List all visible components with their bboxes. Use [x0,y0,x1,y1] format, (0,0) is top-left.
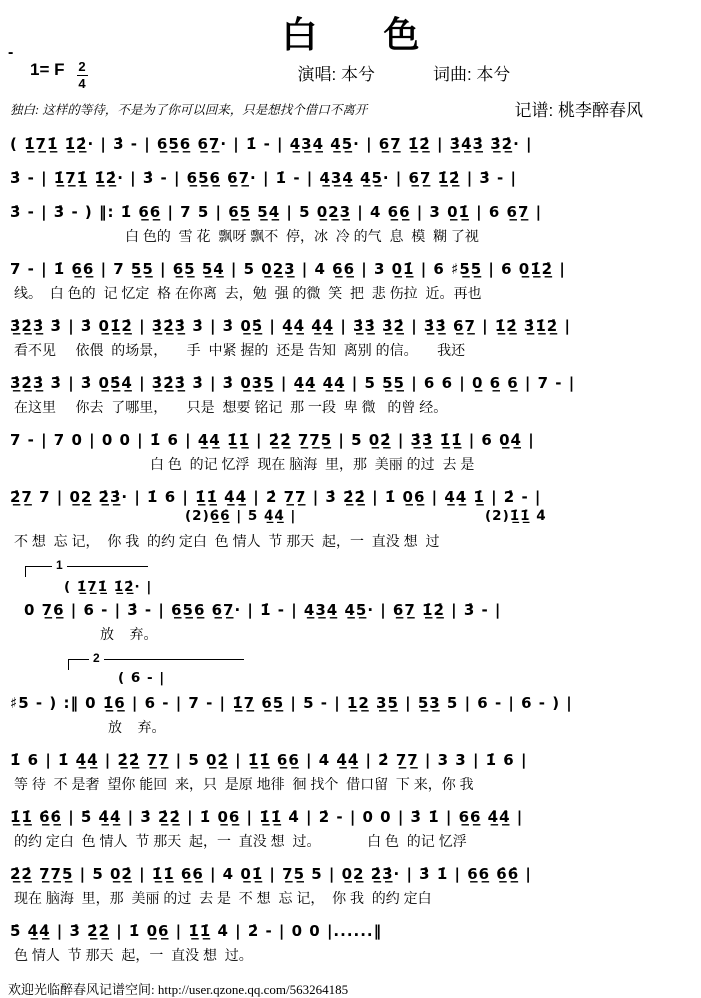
notation-line: 5̇ 4̲̇4̲̇ | 3̇ 2̲̇2̲̇ | 1̇ 0̲6̲ | 1̲̇1̲̇ 4̇ | 2̇ - | 0 0 |......‖ [10,922,383,940]
notation-line: 1̲̇1̲̇ 6̲̇6̲̇ | 5̇ 4̲̇4̲̇ | 3̇ 2̲̇2̲̇ | 1̇ 0̲6̲ | 1̲̇1̲̇ 4̇ | 2̇ - | 0 0 | 3̇ 1̇ | 6̲6̲ 4̲̇4̲̇ | [10,808,524,826]
lyrics-line: 等 待 不 是奢 望你 能回 来，只 是原 地徘 徊 找个 借口留 下 来，你 我 [14,776,474,792]
notation-line: 3̲̇2̲̇3̲̇ 3̇ | 3̇ 0̲5̲̇4̲̇ | 3̲̇2̲̇3̲̇ 3̇ | 3̇ 0̲3̲5̲ | 4̲4̲ 4̲4̲ | 5 5̲5̲ | 6 6 | 0̲ 6̲ 6̲ | 7 - | [10,374,576,392]
music-system [0,258,701,303]
time-signature [77,60,88,90]
notation-line: 2̲̇7̲ 7 | 0̲2̲ 2̲̇3̲̇· | 1̇ 6 | 1̲̇1̲̇ 4̲̇4̲̇ | 2̇ 7̲7̲ | 3̇ 2̲̇2̲̇ | 1̇ 0̲6̲ | 4̲4̲ 1̲̇ | 2̇ - | [10,488,542,506]
time-signature-bottom: 4 [78,76,86,91]
notation-line: 3̇ - | 1̲̇7̲1̲̇ 1̲̇2̲̇· | 3̇ - | 6̲5̲6̲ 6̲7̲· | 1̇ - | 4̲3̲4̲ 4̲5̲· | 6̲7̲ 1̲̇2̲̇ | 3̇ - | [10,169,517,187]
second-voice-fragment: (2)1̲̇1̲̇ 4̇ [485,508,547,524]
music-system [0,863,701,908]
music-system [0,920,701,965]
music-system [0,806,701,851]
lyrics-line: 放 弃。 [108,719,166,735]
volta-2-bracket [68,651,244,670]
music-system [0,372,701,417]
volta-row [0,558,701,599]
lyrics-line: 现在 脑海 里，那 美丽 的过 去 是 不 想 忘 记， 你 我 的约 定白 [14,890,432,906]
music-system [0,167,701,189]
notation-line: 3̇ - | 3̇ - ) ‖: 1̇ 6̲6̲ | 7 5 | 6̲5̲ 5̲4̲ | 5 0̲2̲3̲ | 4 6̲6̲ | 3 0̲1̲̇ | 6 6̲7̲ | [10,203,543,221]
lyrics-line: 线。 白 色的 记 忆定 格 在你离 去，勉 强 的微 笑 把 悲 伤拉 近。再也 [14,285,482,301]
music-system [0,486,701,551]
music-system [0,133,701,155]
lyrics-line: 白 色 的记 忆浮 现在 脑海 里，那 美丽 的过 去 是 [150,456,475,472]
second-voice-fragment: (2)6̲̇6̲̇ | 5 4̲̇4̲̇ | [185,508,297,524]
lyrics-line: 放 弃。 [100,626,158,642]
notation-line: 7 - | 7 0 | 0 0 | 1̇ 6 | 4̲4̲ 1̲̇1̲̇ | 2̲̇2̲̇ 7̲7̲5̲ | 5 0̲2̲̇ | 3̲̇3̲̇ 1̲̇1̲̇ | 6 0̲4̲̇ | [10,431,535,449]
music-system [0,429,701,474]
music-system [0,558,701,644]
music-system [0,201,701,246]
lyrics-line: 在这里 你去 了哪里， 只是 想要 铭记 那 一段 卑 微 的曾 经。 [14,399,448,415]
lyrics-line: 不 想 忘 记， 你 我 的约 定白 色 情人 节 那天 起，一 直没 想 过 [14,533,440,549]
insert-phrase: ( 6 - | [118,670,166,686]
pickup-phrase: ( 1̲̇7̲1̲̇ 1̲̇2̲̇· | [64,579,153,595]
music-system [0,315,701,360]
notator-credit: 记谱: 桃李醉春风 [514,101,643,120]
notation-line: 2̲̇2̲̇ 7̲7̲5̲ | 5 0̲2̲̇ | 1̲̇1̲̇ 6̲6̲ | 4 0̲1̲̇ | 7̲5̲ 5 | 0̲2̲ 2̲̇3̲̇· | 3̇ 1̇ | 6̲6̲ 6̲̇6̲̇ | [10,865,532,883]
music-system [0,651,701,737]
notation-line: ( 1̲̇7̲1̲̇ 1̲̇2̲̇· | 3̇ - | 6̲5̲6̲ 6̲7̲· | 1̇ - | 4̲3̲4̲ 4̲5̲· | 6̲7̲ 1̲̇2̲̇ | 3̲̇4̲̇3̲̇ 3̲̇2̲̇· | [10,135,533,153]
footer-url-text: 欢迎光临醉春风记谱空间: http://user.qzone.qq.com/563264185 [8,982,349,997]
time-signature-top: 2 [78,59,86,74]
volta-1-bracket [25,558,148,577]
key-signature [30,60,88,90]
sheet-music-page [0,14,701,997]
credits-row [0,60,701,90]
notation-line: 0 7̲6̲ | 6 - | 3̇ - | 6̲5̲6̲ 6̲7̲· | 1̇ - | 4̲3̲4̲ 4̲5̲· | 6̲7̲ 1̲̇2̲̇ | 3̇ - | [24,601,502,619]
margin-dash: - [8,44,14,61]
second-voice-row [0,508,701,528]
notation-line: 1̇ 6 | 1̇ 4̲̇4̲̇ | 2̲̇2̲̇ 7̲7̲ | 5 0̲2̲̇ | 1̲̇1̲̇ 6̲6̲ | 4 4̲̇4̲̇ | 2̇ 7̲7̲ | 3 3 | 1̇ 6 | [10,751,528,769]
monologue-text: 独白: 这样的等待，不是为了你可以回来，只是想找个借口不离开 [10,103,368,117]
subheader-row [0,96,701,121]
volta-1-label: 1 [52,558,67,572]
lyrics-line: 看不见 依偎 的场景， 手 中紧 握的 还是 告知 离别 的信。 我还 [14,342,466,358]
volta-2-label: 2 [89,651,104,665]
notation-line: 3̲̇2̲̇3̲̇ 3̇ | 3̇ 0̲1̲̇2̲̇ | 3̲̇2̲̇3̲̇ 3̇ | 3̇ 0̲5̲̇ | 4̲̇4̲̇ 4̲̇4̲̇ | 3̲̇3̲̇ 3̲̇2̲̇ | 3̲̇3̲̇ 6̲7̲ | 1̲̇2̲̇ 3̲̇1̲̇2̲̇ | [10,317,571,335]
lyrics-line: 白 色的 雪 花 飘呀 飘不 停，冰 冷 的气 息 模 糊 了视 [125,228,479,244]
notation-line: 7 - | 1̇ 6̲6̲ | 7 5̲5̲ | 6̲5̲ 5̲4̲ | 5 0̲2̲3̲ | 4 6̲6̲ | 3 0̲1̲̇ | 6 ♯5̲5̲ | 6 0̲1̲̇2̲̇ | [10,260,566,278]
singer-credit: 演唱: 本兮 [297,65,375,84]
song-title: 白 色 [281,14,448,55]
key-label: 1= F [30,60,65,79]
volta-row [0,651,701,692]
notation-line: ♯5 - ) :‖ 0 1̲̇6̲ | 6 - | 7 - | 1̲̇7̲ 6̲5̲ | 5 - | 1̲2̲ 3̲5̲ | 5̲3̲ 5 | 6 - | 6 - ) | [10,694,573,712]
composer-credit: 词曲: 本兮 [432,65,511,84]
lyrics-line: 色 情人 节 那天 起，一 直没 想 过。 [14,947,253,963]
music-system [0,749,701,794]
lyrics-line: 的约 定白 色 情人 节 那天 起，一 直没 想 过。 白 色 的记 忆浮 [14,833,467,849]
